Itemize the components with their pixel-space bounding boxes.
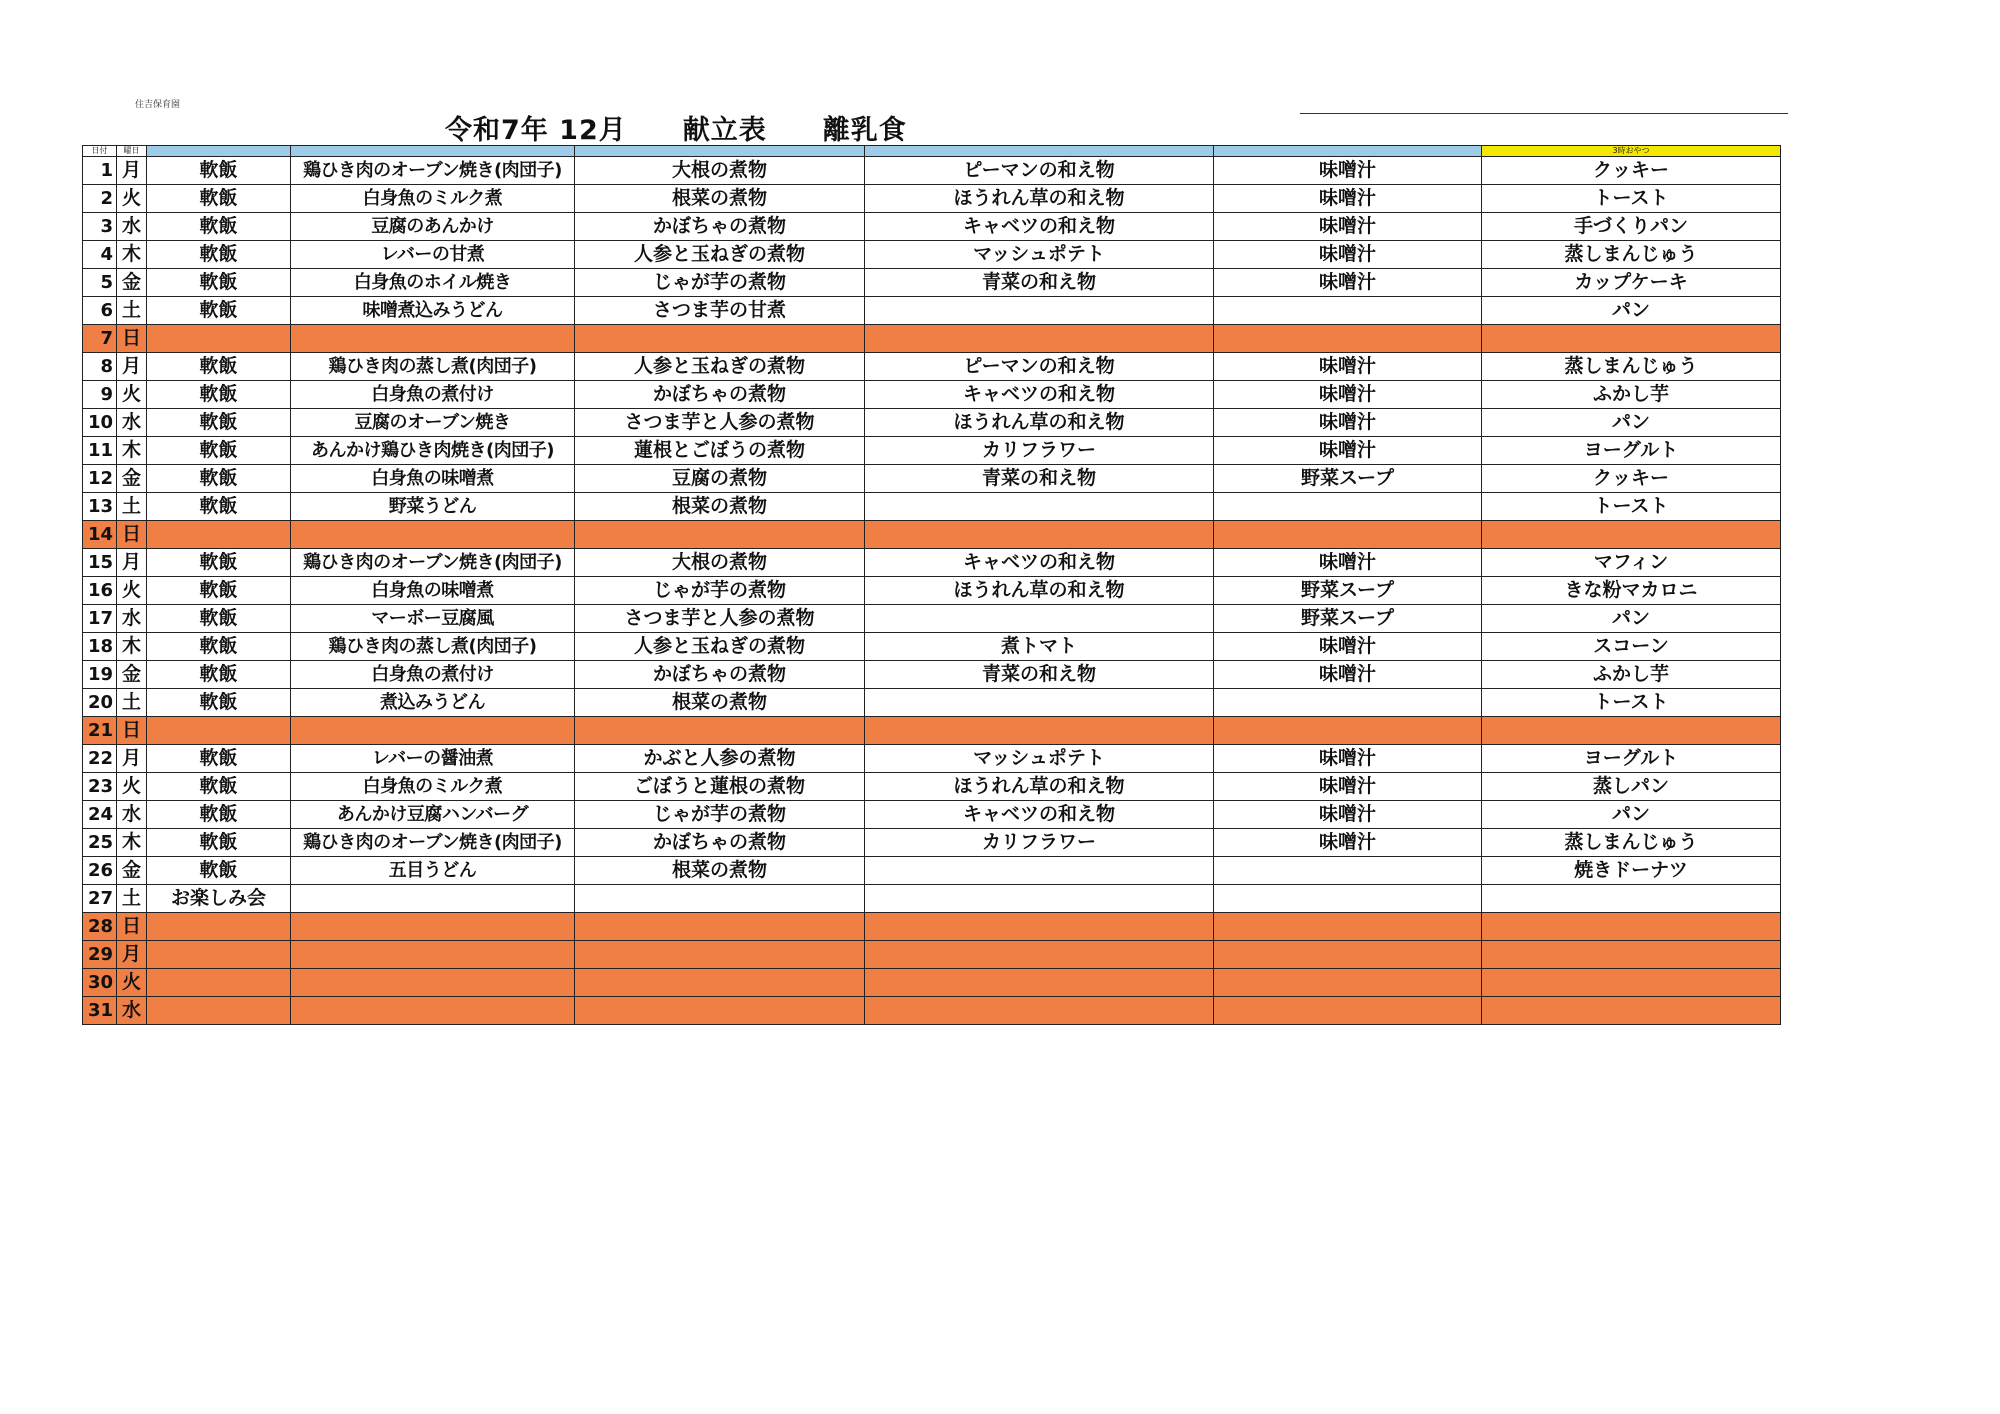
- side-dish-1-cell: じゃが芋の煮物: [575, 577, 865, 605]
- side-dish-1-cell: [575, 913, 865, 941]
- side-dish-2-cell: ピーマンの和え物: [865, 353, 1214, 381]
- side-dish-1-cell: [575, 997, 865, 1025]
- side-dish-1-cell: じゃが芋の煮物: [575, 269, 865, 297]
- side-dish-1-cell: [575, 941, 865, 969]
- staple-cell: 軟飯: [147, 157, 291, 185]
- snack-cell: きな粉マカロニ: [1482, 577, 1781, 605]
- weekday-cell: 水: [117, 409, 147, 437]
- table-row: [83, 493, 1781, 521]
- snack-cell: 手づくりパン: [1482, 213, 1781, 241]
- side-dish-2-cell: ほうれん草の和え物: [865, 409, 1214, 437]
- side-dish-2-cell: [865, 493, 1214, 521]
- main-dish-cell: あんかけ豆腐ハンバーグ: [291, 801, 575, 829]
- side-dish-2-cell: ほうれん草の和え物: [865, 185, 1214, 213]
- main-dish-cell: 野菜うどん: [291, 493, 575, 521]
- snack-cell: [1482, 969, 1781, 997]
- main-dish-cell: 白身魚のミルク煮: [291, 773, 575, 801]
- weekday-cell: 木: [117, 241, 147, 269]
- side-dish-2-cell: 青菜の和え物: [865, 269, 1214, 297]
- side-dish-2-cell: 煮トマト: [865, 633, 1214, 661]
- soup-cell: [1214, 885, 1482, 913]
- day-cell: 29: [83, 941, 117, 969]
- soup-cell: 味噌汁: [1214, 185, 1482, 213]
- weekday-cell: 月: [117, 157, 147, 185]
- main-dish-cell: 五目うどん: [291, 857, 575, 885]
- snack-cell: [1482, 997, 1781, 1025]
- side-dish-1-cell: [575, 521, 865, 549]
- day-cell: 5: [83, 269, 117, 297]
- side-dish-2-cell: [865, 605, 1214, 633]
- main-dish-cell: [291, 969, 575, 997]
- header-main: [291, 146, 575, 157]
- weekday-cell: 金: [117, 269, 147, 297]
- staple-cell: 軟飯: [147, 857, 291, 885]
- snack-cell: [1482, 325, 1781, 353]
- day-cell: 12: [83, 465, 117, 493]
- weekday-cell: 火: [117, 577, 147, 605]
- side-dish-2-cell: マッシュポテト: [865, 241, 1214, 269]
- day-cell: 30: [83, 969, 117, 997]
- staple-cell: 軟飯: [147, 493, 291, 521]
- staple-cell: 軟飯: [147, 605, 291, 633]
- table-row: [83, 913, 1781, 941]
- soup-cell: 味噌汁: [1214, 437, 1482, 465]
- staple-cell: 軟飯: [147, 409, 291, 437]
- side-dish-2-cell: キャベツの和え物: [865, 801, 1214, 829]
- side-dish-1-cell: [575, 885, 865, 913]
- side-dish-2-cell: [865, 717, 1214, 745]
- staple-cell: 軟飯: [147, 381, 291, 409]
- snack-cell: ふかし芋: [1482, 381, 1781, 409]
- menu-table: [82, 145, 1781, 1025]
- weekday-cell: 月: [117, 549, 147, 577]
- table-row: [83, 969, 1781, 997]
- table-row: [83, 353, 1781, 381]
- main-dish-cell: 白身魚の煮付け: [291, 381, 575, 409]
- day-cell: 4: [83, 241, 117, 269]
- staple-cell: 軟飯: [147, 661, 291, 689]
- table-row: [83, 409, 1781, 437]
- snack-cell: ふかし芋: [1482, 661, 1781, 689]
- staple-cell: 軟飯: [147, 773, 291, 801]
- header-side2: [865, 146, 1214, 157]
- table-row: [83, 465, 1781, 493]
- side-dish-1-cell: 人参と玉ねぎの煮物: [575, 241, 865, 269]
- soup-cell: [1214, 297, 1482, 325]
- soup-cell: 味噌汁: [1214, 661, 1482, 689]
- soup-cell: 味噌汁: [1214, 353, 1482, 381]
- day-cell: 17: [83, 605, 117, 633]
- school-name: 住吉保育園: [135, 100, 181, 110]
- header-date: 日付: [83, 146, 117, 157]
- day-cell: 14: [83, 521, 117, 549]
- staple-cell: 軟飯: [147, 185, 291, 213]
- staple-cell: [147, 997, 291, 1025]
- soup-cell: [1214, 689, 1482, 717]
- side-dish-1-cell: 豆腐の煮物: [575, 465, 865, 493]
- snack-cell: 焼きドーナツ: [1482, 857, 1781, 885]
- soup-cell: 味噌汁: [1214, 241, 1482, 269]
- staple-cell: 軟飯: [147, 297, 291, 325]
- snack-cell: スコーン: [1482, 633, 1781, 661]
- snack-cell: 蒸しまんじゅう: [1482, 353, 1781, 381]
- weekday-cell: 日: [117, 913, 147, 941]
- table-row: [83, 633, 1781, 661]
- main-dish-cell: 鶏ひき肉のオーブン焼き(肉団子): [291, 829, 575, 857]
- weekday-cell: 水: [117, 605, 147, 633]
- weekday-cell: 土: [117, 493, 147, 521]
- weekday-cell: 日: [117, 521, 147, 549]
- soup-cell: [1214, 325, 1482, 353]
- staple-cell: [147, 941, 291, 969]
- side-dish-2-cell: [865, 325, 1214, 353]
- weekday-cell: 月: [117, 941, 147, 969]
- side-dish-1-cell: かぼちゃの煮物: [575, 829, 865, 857]
- soup-cell: [1214, 969, 1482, 997]
- snack-cell: [1482, 885, 1781, 913]
- main-dish-cell: [291, 717, 575, 745]
- snack-cell: 蒸しまんじゅう: [1482, 241, 1781, 269]
- side-dish-1-cell: 人参と玉ねぎの煮物: [575, 633, 865, 661]
- side-dish-1-cell: 根菜の煮物: [575, 185, 865, 213]
- main-dish-cell: 白身魚のホイル焼き: [291, 269, 575, 297]
- soup-cell: 野菜スープ: [1214, 577, 1482, 605]
- snack-cell: [1482, 521, 1781, 549]
- snack-cell: [1482, 717, 1781, 745]
- side-dish-1-cell: 人参と玉ねぎの煮物: [575, 353, 865, 381]
- snack-cell: カップケーキ: [1482, 269, 1781, 297]
- side-dish-2-cell: [865, 969, 1214, 997]
- staple-cell: 軟飯: [147, 465, 291, 493]
- side-dish-1-cell: 蓮根とごぼうの煮物: [575, 437, 865, 465]
- soup-cell: [1214, 717, 1482, 745]
- signature-line: [1300, 113, 1788, 114]
- main-dish-cell: 白身魚のミルク煮: [291, 185, 575, 213]
- main-dish-cell: 白身魚の味噌煮: [291, 577, 575, 605]
- weekday-cell: 土: [117, 885, 147, 913]
- main-dish-cell: 味噌煮込みうどん: [291, 297, 575, 325]
- snack-cell: パン: [1482, 801, 1781, 829]
- table-row: [83, 241, 1781, 269]
- side-dish-1-cell: さつま芋と人参の煮物: [575, 409, 865, 437]
- table-row: [83, 157, 1781, 185]
- soup-cell: 味噌汁: [1214, 157, 1482, 185]
- side-dish-2-cell: [865, 941, 1214, 969]
- day-cell: 21: [83, 717, 117, 745]
- snack-cell: ヨーグルト: [1482, 745, 1781, 773]
- side-dish-1-cell: 根菜の煮物: [575, 493, 865, 521]
- soup-cell: 味噌汁: [1214, 213, 1482, 241]
- snack-cell: [1482, 941, 1781, 969]
- snack-cell: 蒸しまんじゅう: [1482, 829, 1781, 857]
- soup-cell: [1214, 941, 1482, 969]
- weekday-cell: 火: [117, 185, 147, 213]
- snack-cell: パン: [1482, 605, 1781, 633]
- soup-cell: 野菜スープ: [1214, 605, 1482, 633]
- main-dish-cell: 鶏ひき肉の蒸し煮(肉団子): [291, 633, 575, 661]
- day-cell: 6: [83, 297, 117, 325]
- main-dish-cell: 豆腐のあんかけ: [291, 213, 575, 241]
- weekday-cell: 土: [117, 297, 147, 325]
- side-dish-1-cell: ごぼうと蓮根の煮物: [575, 773, 865, 801]
- staple-cell: 軟飯: [147, 269, 291, 297]
- snack-cell: 蒸しパン: [1482, 773, 1781, 801]
- weekday-cell: 金: [117, 465, 147, 493]
- main-dish-cell: [291, 997, 575, 1025]
- main-dish-cell: [291, 885, 575, 913]
- snack-cell: クッキー: [1482, 465, 1781, 493]
- weekday-cell: 木: [117, 829, 147, 857]
- side-dish-2-cell: ほうれん草の和え物: [865, 577, 1214, 605]
- side-dish-2-cell: [865, 885, 1214, 913]
- soup-cell: [1214, 857, 1482, 885]
- snack-cell: パン: [1482, 409, 1781, 437]
- side-dish-1-cell: かぼちゃの煮物: [575, 661, 865, 689]
- table-row: [83, 885, 1781, 913]
- side-dish-2-cell: [865, 997, 1214, 1025]
- main-dish-cell: [291, 521, 575, 549]
- weekday-cell: 水: [117, 213, 147, 241]
- staple-cell: お楽しみ会: [147, 885, 291, 913]
- main-dish-cell: 白身魚の味噌煮: [291, 465, 575, 493]
- staple-cell: 軟飯: [147, 241, 291, 269]
- weekday-cell: 火: [117, 773, 147, 801]
- table-row: [83, 689, 1781, 717]
- side-dish-2-cell: 青菜の和え物: [865, 661, 1214, 689]
- weekday-cell: 日: [117, 717, 147, 745]
- soup-cell: [1214, 913, 1482, 941]
- weekday-cell: 木: [117, 633, 147, 661]
- header-dow: 曜日: [117, 146, 147, 157]
- main-dish-cell: 煮込みうどん: [291, 689, 575, 717]
- staple-cell: [147, 969, 291, 997]
- menu-body: [83, 157, 1781, 1025]
- weekday-cell: 日: [117, 325, 147, 353]
- day-cell: 18: [83, 633, 117, 661]
- table-row: [83, 213, 1781, 241]
- main-dish-cell: [291, 325, 575, 353]
- day-cell: 23: [83, 773, 117, 801]
- side-dish-1-cell: [575, 969, 865, 997]
- snack-cell: トースト: [1482, 185, 1781, 213]
- side-dish-1-cell: 根菜の煮物: [575, 689, 865, 717]
- weekday-cell: 月: [117, 353, 147, 381]
- main-dish-cell: あんかけ鶏ひき肉焼き(肉団子): [291, 437, 575, 465]
- day-cell: 9: [83, 381, 117, 409]
- table-row: [83, 745, 1781, 773]
- weekday-cell: 月: [117, 745, 147, 773]
- main-dish-cell: [291, 913, 575, 941]
- page-title: 令和7年 12月 献立表 離乳食: [445, 115, 907, 146]
- side-dish-2-cell: 青菜の和え物: [865, 465, 1214, 493]
- day-cell: 27: [83, 885, 117, 913]
- side-dish-1-cell: さつま芋と人参の煮物: [575, 605, 865, 633]
- table-row: [83, 437, 1781, 465]
- snack-cell: [1482, 913, 1781, 941]
- staple-cell: 軟飯: [147, 801, 291, 829]
- staple-cell: 軟飯: [147, 213, 291, 241]
- snack-cell: トースト: [1482, 689, 1781, 717]
- side-dish-1-cell: [575, 717, 865, 745]
- table-row: [83, 773, 1781, 801]
- side-dish-1-cell: かぼちゃの煮物: [575, 213, 865, 241]
- table-row: [83, 857, 1781, 885]
- main-dish-cell: マーボー豆腐風: [291, 605, 575, 633]
- table-row: [83, 185, 1781, 213]
- day-cell: 26: [83, 857, 117, 885]
- weekday-cell: 水: [117, 801, 147, 829]
- soup-cell: 味噌汁: [1214, 381, 1482, 409]
- soup-cell: 味噌汁: [1214, 633, 1482, 661]
- main-dish-cell: レバーの甘煮: [291, 241, 575, 269]
- day-cell: 15: [83, 549, 117, 577]
- day-cell: 7: [83, 325, 117, 353]
- weekday-cell: 金: [117, 857, 147, 885]
- staple-cell: 軟飯: [147, 353, 291, 381]
- header-snack: 3時おやつ: [1482, 146, 1781, 157]
- soup-cell: 味噌汁: [1214, 745, 1482, 773]
- soup-cell: 味噌汁: [1214, 409, 1482, 437]
- soup-cell: 味噌汁: [1214, 549, 1482, 577]
- soup-cell: 味噌汁: [1214, 801, 1482, 829]
- side-dish-2-cell: キャベツの和え物: [865, 381, 1214, 409]
- soup-cell: [1214, 521, 1482, 549]
- soup-cell: 味噌汁: [1214, 829, 1482, 857]
- staple-cell: 軟飯: [147, 829, 291, 857]
- weekday-cell: 土: [117, 689, 147, 717]
- snack-cell: マフィン: [1482, 549, 1781, 577]
- soup-cell: 味噌汁: [1214, 773, 1482, 801]
- header-staple: [147, 146, 291, 157]
- staple-cell: 軟飯: [147, 745, 291, 773]
- day-cell: 22: [83, 745, 117, 773]
- weekday-cell: 火: [117, 969, 147, 997]
- staple-cell: [147, 717, 291, 745]
- day-cell: 13: [83, 493, 117, 521]
- staple-cell: [147, 913, 291, 941]
- side-dish-1-cell: じゃが芋の煮物: [575, 801, 865, 829]
- side-dish-2-cell: [865, 689, 1214, 717]
- snack-cell: トースト: [1482, 493, 1781, 521]
- side-dish-1-cell: [575, 325, 865, 353]
- day-cell: 28: [83, 913, 117, 941]
- table-row: [83, 801, 1781, 829]
- snack-cell: クッキー: [1482, 157, 1781, 185]
- main-dish-cell: 鶏ひき肉のオーブン焼き(肉団子): [291, 549, 575, 577]
- day-cell: 20: [83, 689, 117, 717]
- day-cell: 25: [83, 829, 117, 857]
- side-dish-2-cell: [865, 857, 1214, 885]
- staple-cell: 軟飯: [147, 577, 291, 605]
- main-dish-cell: 鶏ひき肉のオーブン焼き(肉団子): [291, 157, 575, 185]
- staple-cell: [147, 325, 291, 353]
- side-dish-2-cell: カリフラワー: [865, 437, 1214, 465]
- soup-cell: 野菜スープ: [1214, 465, 1482, 493]
- snack-cell: ヨーグルト: [1482, 437, 1781, 465]
- day-cell: 11: [83, 437, 117, 465]
- weekday-cell: 火: [117, 381, 147, 409]
- day-cell: 1: [83, 157, 117, 185]
- staple-cell: 軟飯: [147, 633, 291, 661]
- side-dish-2-cell: マッシュポテト: [865, 745, 1214, 773]
- table-row: [83, 297, 1781, 325]
- day-cell: 3: [83, 213, 117, 241]
- table-row: [83, 829, 1781, 857]
- main-dish-cell: 豆腐のオーブン焼き: [291, 409, 575, 437]
- day-cell: 2: [83, 185, 117, 213]
- table-row: [83, 549, 1781, 577]
- main-dish-cell: レバーの醤油煮: [291, 745, 575, 773]
- staple-cell: 軟飯: [147, 689, 291, 717]
- main-dish-cell: 白身魚の煮付け: [291, 661, 575, 689]
- main-dish-cell: [291, 941, 575, 969]
- weekday-cell: 水: [117, 997, 147, 1025]
- day-cell: 19: [83, 661, 117, 689]
- staple-cell: 軟飯: [147, 549, 291, 577]
- side-dish-2-cell: カリフラワー: [865, 829, 1214, 857]
- table-header-row: [83, 146, 1781, 157]
- side-dish-2-cell: [865, 913, 1214, 941]
- weekday-cell: 金: [117, 661, 147, 689]
- staple-cell: 軟飯: [147, 437, 291, 465]
- header-side1: [575, 146, 865, 157]
- table-row: [83, 997, 1781, 1025]
- day-cell: 24: [83, 801, 117, 829]
- side-dish-2-cell: キャベツの和え物: [865, 549, 1214, 577]
- table-row: [83, 941, 1781, 969]
- day-cell: 10: [83, 409, 117, 437]
- table-row: [83, 661, 1781, 689]
- main-dish-cell: 鶏ひき肉の蒸し煮(肉団子): [291, 353, 575, 381]
- side-dish-1-cell: さつま芋の甘煮: [575, 297, 865, 325]
- side-dish-1-cell: かぶと人参の煮物: [575, 745, 865, 773]
- soup-cell: [1214, 997, 1482, 1025]
- side-dish-1-cell: 大根の煮物: [575, 549, 865, 577]
- table-row: [83, 325, 1781, 353]
- side-dish-2-cell: キャベツの和え物: [865, 213, 1214, 241]
- day-cell: 8: [83, 353, 117, 381]
- table-row: [83, 577, 1781, 605]
- side-dish-2-cell: [865, 521, 1214, 549]
- side-dish-2-cell: [865, 297, 1214, 325]
- side-dish-1-cell: 根菜の煮物: [575, 857, 865, 885]
- side-dish-2-cell: ピーマンの和え物: [865, 157, 1214, 185]
- table-row: [83, 605, 1781, 633]
- side-dish-1-cell: 大根の煮物: [575, 157, 865, 185]
- table-row: [83, 521, 1781, 549]
- snack-cell: パン: [1482, 297, 1781, 325]
- day-cell: 31: [83, 997, 117, 1025]
- soup-cell: 味噌汁: [1214, 269, 1482, 297]
- table-row: [83, 717, 1781, 745]
- header-soup: [1214, 146, 1482, 157]
- day-cell: 16: [83, 577, 117, 605]
- weekday-cell: 木: [117, 437, 147, 465]
- side-dish-1-cell: かぼちゃの煮物: [575, 381, 865, 409]
- table-row: [83, 381, 1781, 409]
- staple-cell: [147, 521, 291, 549]
- table-row: [83, 269, 1781, 297]
- soup-cell: [1214, 493, 1482, 521]
- side-dish-2-cell: ほうれん草の和え物: [865, 773, 1214, 801]
